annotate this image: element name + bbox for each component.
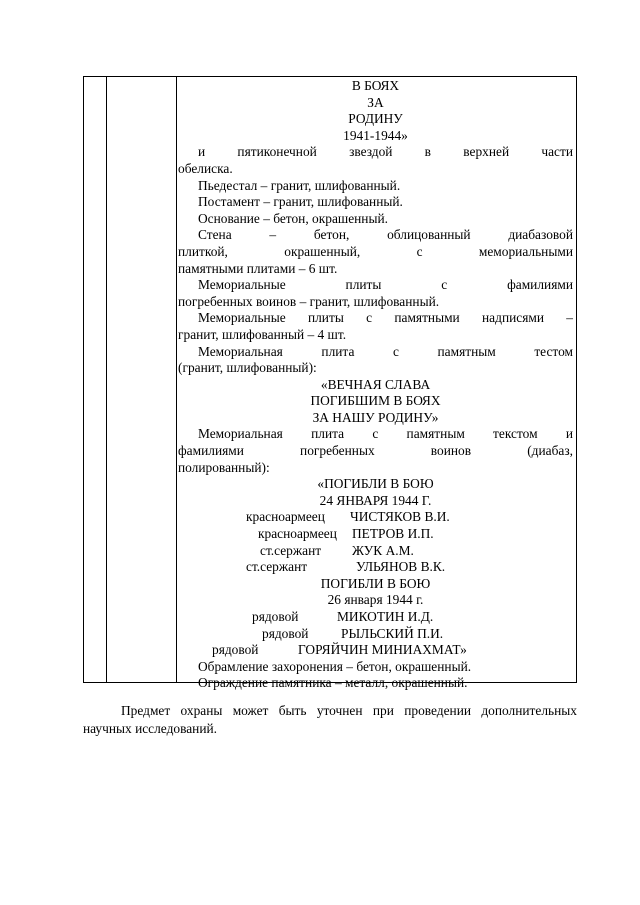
soldier-name: МИКОТИН И.Д. xyxy=(337,609,434,624)
wall-text: плиткой, окрашенный, с мемориальными xyxy=(178,243,573,259)
framing-text: Обрамление захоронения – бетон, окрашенный. xyxy=(198,658,472,674)
inscription-line: ЗА xyxy=(367,94,384,110)
plate-family-text: Мемориальная плита с памятным текстом и xyxy=(198,426,573,442)
column-divider-1 xyxy=(106,77,107,682)
killed-heading: ПОГИБЛИ В БОЮ xyxy=(320,575,431,591)
footer-text: Предмет охраны может быть уточнен при проведении дополнительных xyxy=(121,703,577,718)
killed-date: 24 ЯНВАРЯ 1944 Г. xyxy=(319,492,432,508)
soldier-row xyxy=(178,526,573,543)
obelisk-text: и пятиконечной звездой в верхней части xyxy=(198,144,573,160)
soldier-row xyxy=(178,509,573,526)
soldier-row xyxy=(178,626,573,643)
soldier-rank: рядовой xyxy=(262,625,309,641)
inscription-line: 1941-1944» xyxy=(343,127,408,143)
soldier-name: ЖУК А.М. xyxy=(352,542,414,558)
soldier-rank: ст.сержант xyxy=(260,542,322,558)
soldier-row xyxy=(178,543,573,560)
footer-text: научных исследований. xyxy=(83,721,218,736)
soldier-name: ГОРЯЙЧИН МИНИАХМАТ» xyxy=(298,642,467,658)
plate-text: Мемориальная плита с памятным тестом xyxy=(198,343,573,359)
soldier-rank: ст.сержант xyxy=(246,559,308,575)
column-divider-2 xyxy=(176,77,177,682)
soldier-rank: красноармеец xyxy=(258,526,337,542)
soldier-name: ПЕТРОВ И.П. xyxy=(352,526,434,542)
soldier-row xyxy=(178,609,573,626)
inscription-line: РОДИНУ xyxy=(348,111,403,127)
base-text: Основание – бетон, окрашенный. xyxy=(198,210,388,226)
killed-heading: «ПОГИБЛИ В БОЮ xyxy=(317,476,434,492)
soldier-rank: рядовой xyxy=(252,609,299,624)
plate-family-text: полированный): xyxy=(178,459,270,475)
glory-inscription: «ВЕЧНАЯ СЛАВА xyxy=(320,376,431,392)
plates-names-text: Мемориальные плиты с фамилиями xyxy=(198,277,573,293)
plates-inscriptions-text: гранит, шлифованный – 4 шт. xyxy=(178,326,347,342)
plates-names-text: погребенных воинов – гранит, шлифованный. xyxy=(178,293,440,309)
killed-date: 26 января 1944 г. xyxy=(327,592,424,608)
plates-inscriptions-text: Мемориальные плиты с памятными надписями – xyxy=(198,310,573,326)
monument-description xyxy=(178,78,573,692)
pedestal-text: Пьедестал – гранит, шлифованный. xyxy=(198,177,401,193)
soldier-name: РЫЛЬСКИЙ П.И. xyxy=(341,625,444,641)
inscription-line: В БОЯХ xyxy=(351,78,400,93)
glory-inscription: ПОГИБШИМ В БОЯХ xyxy=(310,393,441,409)
plate-text: (гранит, шлифованный): xyxy=(178,360,317,376)
wall-text: памятными плитами – 6 шт. xyxy=(178,260,338,276)
soldier-name: ЧИСТЯКОВ В.И. xyxy=(350,509,450,525)
plate-family-text: фамилиями погребенных воинов (диабаз, xyxy=(178,443,573,459)
soldier-rank: рядовой xyxy=(212,642,259,658)
postament-text: Постамент – гранит, шлифованный. xyxy=(198,194,403,210)
footer-note xyxy=(83,702,577,738)
wall-text: Стена – бетон, облицованный диабазовой xyxy=(198,227,573,243)
soldier-name: УЛЬЯНОВ В.К. xyxy=(356,559,446,575)
soldier-row xyxy=(178,642,573,659)
fence-text: Ограждение памятника – металл, окрашенный. xyxy=(198,675,468,691)
glory-inscription: ЗА НАШУ РОДИНУ» xyxy=(312,409,439,425)
soldier-row xyxy=(178,559,573,576)
soldier-rank: красноармеец xyxy=(246,509,325,525)
obelisk-text: обелиска. xyxy=(178,160,233,176)
